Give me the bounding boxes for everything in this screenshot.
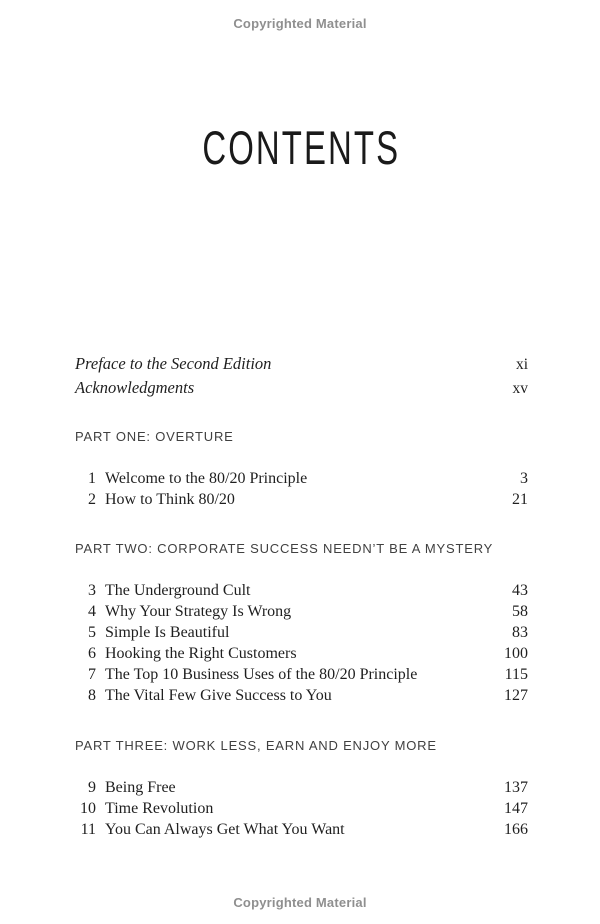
part-heading: PART THREE: WORK LESS, EARN AND ENJOY MORE — [75, 738, 437, 753]
copyright-notice-bottom: Copyrighted Material — [233, 895, 367, 910]
part-two-section — [75, 542, 528, 706]
chapter-page-number: 137 — [504, 779, 528, 796]
chapter-list — [75, 580, 528, 706]
chapter-page-number: 127 — [504, 687, 528, 704]
chapter-page-number: 83 — [512, 624, 528, 641]
chapter-number: 2 — [88, 491, 96, 508]
toc-row-chapter-1 — [75, 468, 528, 489]
chapter-title: Being Free — [105, 779, 176, 796]
chapter-number: 10 — [80, 800, 96, 817]
toc-row-chapter-9 — [75, 777, 528, 798]
entry-page-number: xi — [515, 356, 528, 373]
toc-row-chapter-10 — [75, 798, 528, 819]
chapter-number: 6 — [88, 645, 96, 662]
toc-row-chapter-2 — [75, 489, 528, 510]
toc-row-chapter-6 — [75, 643, 528, 664]
chapter-number: 3 — [88, 582, 96, 599]
chapter-title: Simple Is Beautiful — [105, 624, 230, 641]
chapter-page-number: 21 — [512, 491, 528, 508]
toc-row-chapter-3 — [75, 580, 528, 601]
chapter-page-number: 43 — [512, 582, 528, 599]
chapter-number: 5 — [88, 624, 96, 641]
entry-title: Preface to the Second Edition — [75, 354, 272, 373]
toc-row-chapter-5 — [75, 622, 528, 643]
entry-title: Acknowledgments — [75, 378, 195, 397]
chapter-title: You Can Always Get What You Want — [105, 821, 345, 838]
chapter-number: 7 — [88, 666, 96, 683]
chapter-page-number: 115 — [504, 666, 528, 683]
entry-page-number: xv — [512, 380, 528, 397]
chapter-title: The Top 10 Business Uses of the 80/20 Principle — [105, 666, 418, 683]
toc-row-chapter-4 — [75, 601, 528, 622]
chapter-title: The Underground Cult — [105, 582, 251, 599]
chapter-page-number: 147 — [504, 800, 528, 817]
part-heading: PART ONE: OVERTURE — [75, 429, 234, 444]
front-matter-list — [75, 352, 528, 400]
chapter-page-number: 100 — [504, 645, 528, 662]
toc-row-chapter-11 — [75, 819, 528, 840]
chapter-page-number: 58 — [512, 603, 528, 620]
part-one-section — [75, 430, 528, 510]
part-three-section — [75, 739, 528, 840]
toc-row-preface — [75, 352, 528, 376]
chapter-list — [75, 468, 528, 510]
chapter-title: Welcome to the 80/20 Principle — [105, 470, 308, 487]
chapter-title: Hooking the Right Customers — [105, 645, 297, 662]
chapter-number: 8 — [88, 687, 96, 704]
toc-row-chapter-8 — [75, 685, 528, 706]
chapter-page-number: 166 — [504, 821, 528, 838]
table-of-contents — [75, 352, 528, 840]
page-title: CONTENTS — [202, 121, 401, 174]
part-heading: PART TWO: CORPORATE SUCCESS NEEDN’T BE A MYSTERY — [75, 541, 494, 556]
chapter-title: Time Revolution — [105, 800, 214, 817]
chapter-page-number: 3 — [520, 470, 528, 487]
chapter-number: 1 — [88, 470, 96, 487]
chapter-number: 4 — [88, 603, 96, 620]
chapter-number: 11 — [80, 821, 96, 838]
chapter-title: Why Your Strategy Is Wrong — [105, 603, 292, 620]
chapter-number: 9 — [88, 779, 96, 796]
toc-row-chapter-7 — [75, 664, 528, 685]
chapter-title: How to Think 80/20 — [105, 491, 235, 508]
toc-row-acknowledgments — [75, 376, 528, 400]
copyright-notice-top: Copyrighted Material — [233, 16, 367, 31]
chapter-list — [75, 777, 528, 840]
chapter-title: The Vital Few Give Success to You — [105, 687, 332, 704]
